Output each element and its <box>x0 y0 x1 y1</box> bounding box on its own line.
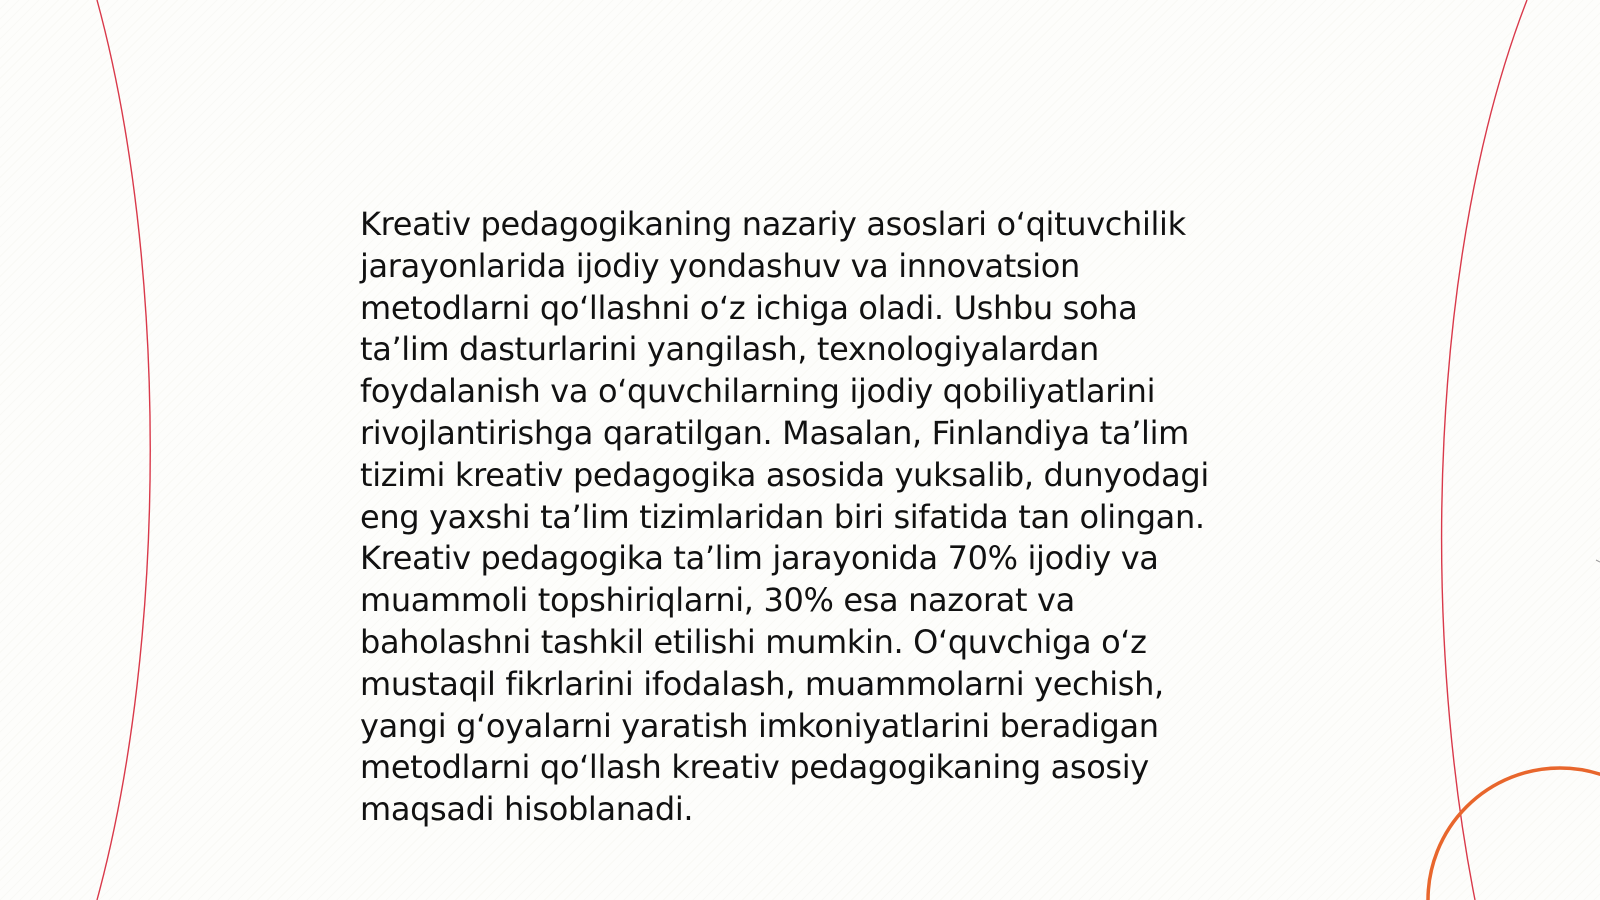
small-arrow-mark <box>1596 560 1600 562</box>
accent-ring <box>1428 768 1600 900</box>
right-curve-line <box>1442 0 1527 900</box>
paragraph-line: eng yaxshi ta’lim tizimlaridan biri sifatida tan olingan. <box>360 497 1205 536</box>
paragraph-line: Kreativ pedagogika ta’lim jarayonida 70% ijodiy va <box>360 539 1159 578</box>
paragraph-line: maqsadi hisoblanadi. <box>360 790 694 829</box>
left-curve-line <box>97 0 150 900</box>
body-paragraph <box>360 204 1240 831</box>
paragraph-line: metodlarni qo‘llash kreativ pedagogikaning asosiy <box>360 748 1149 787</box>
paragraph-line: ta’lim dasturlarini yangilash, texnologiyalardan <box>360 330 1099 369</box>
paragraph-line: foydalanish va o‘quvchilarning ijodiy qobiliyatlarini <box>360 372 1156 411</box>
paragraph-line: baholashni tashkil etilishi mumkin. O‘quvchiga o‘z <box>360 622 1147 661</box>
paragraph-line: mustaqil fikrlarini ifodalash, muammolarni yechish, <box>360 664 1164 703</box>
paragraph-line: yangi g‘oyalarni yaratish imkoniyatlarini beradigan <box>360 706 1159 745</box>
paragraph-line: Kreativ pedagogikaning nazariy asoslari o‘qituvchilik <box>360 205 1186 243</box>
paragraph-line: rivojlantirishga qaratilgan. Masalan, Finlandiya ta’lim <box>360 413 1189 452</box>
paragraph-line: tizimi kreativ pedagogika asosida yuksalib, dunyodagi <box>360 455 1209 494</box>
paragraph-line: muammoli topshiriqlarni, 30% esa nazorat va <box>360 581 1075 620</box>
paragraph-line: metodlarni qo‘llashni o‘z ichiga oladi. Ushbu soha <box>360 288 1138 327</box>
paragraph-line: jarayonlarida ijodiy yondashuv va innovatsion <box>360 246 1080 285</box>
